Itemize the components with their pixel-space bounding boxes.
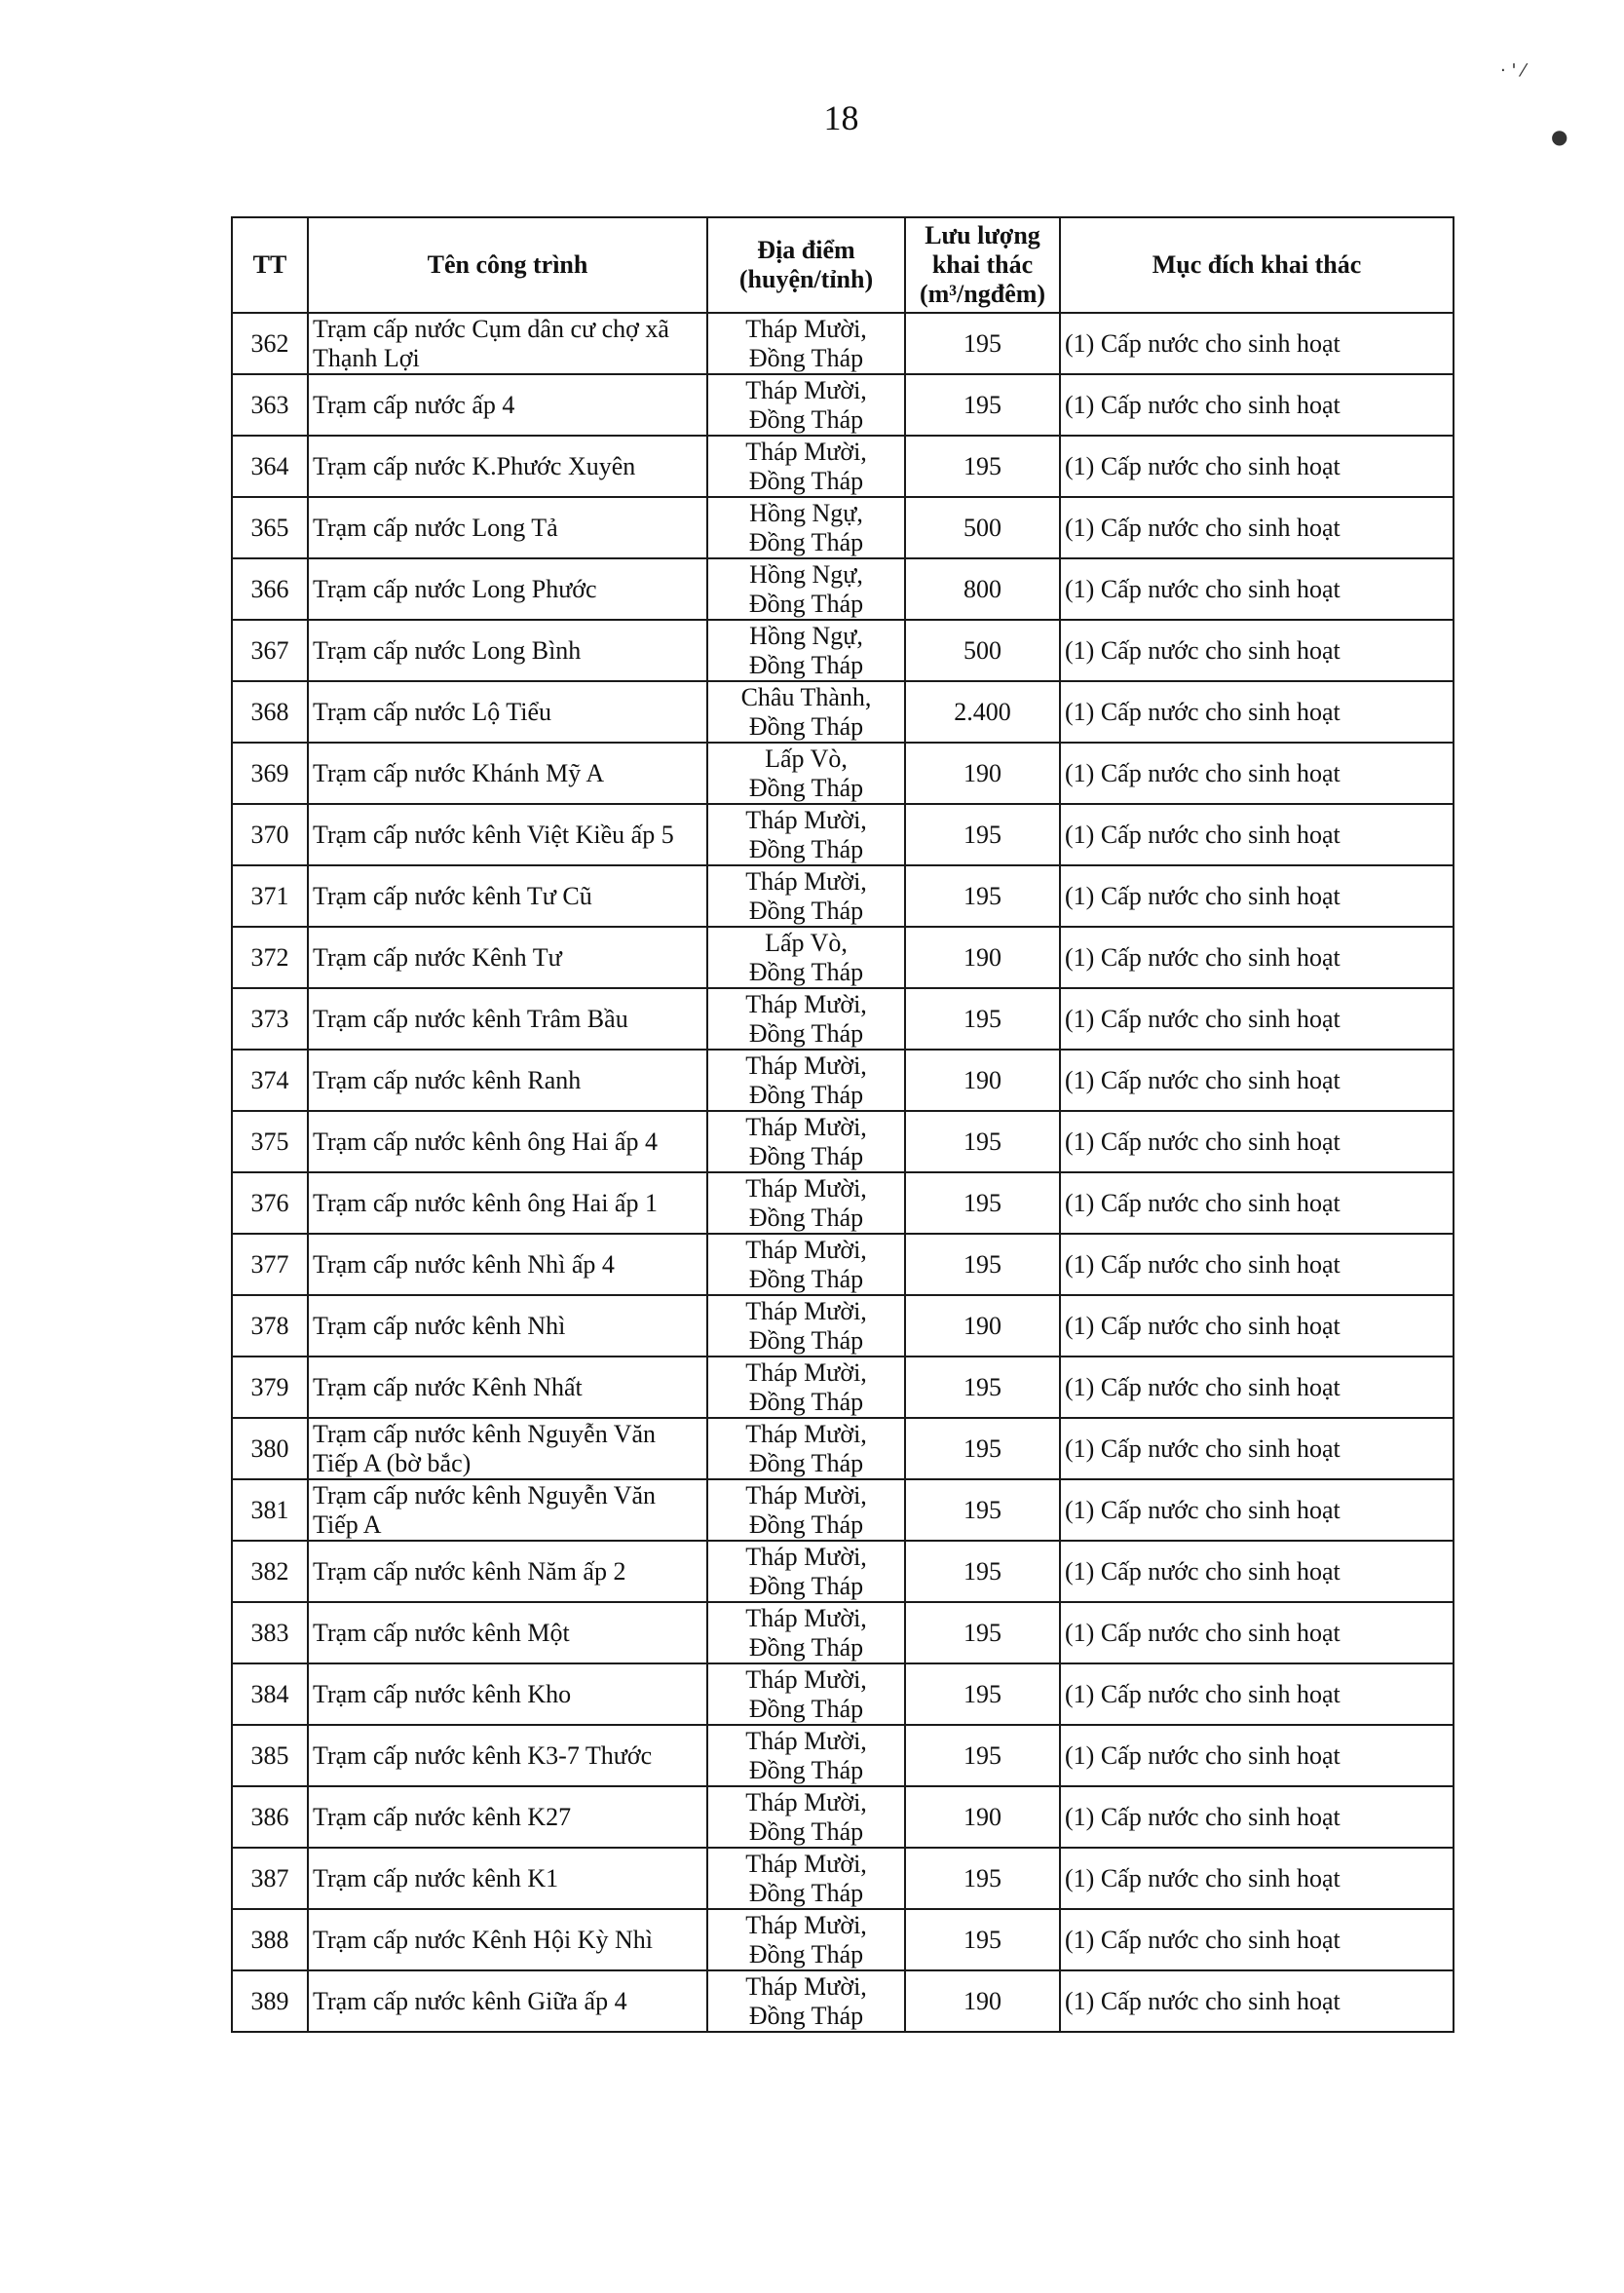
location-line: Hồng Ngự, xyxy=(749,559,863,589)
cell-purpose: (1) Cấp nước cho sinh hoạt xyxy=(1060,988,1454,1050)
cell-location xyxy=(707,1541,905,1602)
water-station-table xyxy=(231,216,1454,2033)
cell-purpose: (1) Cấp nước cho sinh hoạt xyxy=(1060,436,1454,497)
cell-tt: 380 xyxy=(232,1418,308,1479)
table-row xyxy=(232,1418,1454,1479)
cell-name: Trạm cấp nước Long Bình xyxy=(308,620,707,681)
table-row xyxy=(232,1479,1454,1541)
location-line: Tháp Mười, xyxy=(745,1910,867,1939)
cell-name: Trạm cấp nước kênh Nhì xyxy=(308,1295,707,1357)
cell-flow: 190 xyxy=(905,1050,1060,1111)
cell-tt: 368 xyxy=(232,681,308,743)
cell-flow: 195 xyxy=(905,374,1060,436)
cell-tt: 363 xyxy=(232,374,308,436)
table-row xyxy=(232,497,1454,558)
cell-flow: 195 xyxy=(905,1479,1060,1541)
cell-name: Trạm cấp nước kênh K3-7 Thước xyxy=(308,1725,707,1786)
cell-location xyxy=(707,558,905,620)
cell-purpose: (1) Cấp nước cho sinh hoạt xyxy=(1060,804,1454,865)
cell-tt: 362 xyxy=(232,313,308,374)
cell-location xyxy=(707,988,905,1050)
cell-location xyxy=(707,1479,905,1541)
cell-flow: 195 xyxy=(905,313,1060,374)
location-line: Đồng Tháp xyxy=(748,1632,864,1662)
cell-name: Trạm cấp nước kênh Nguyễn Văn Tiếp A xyxy=(308,1479,707,1541)
cell-flow: 190 xyxy=(905,1970,1060,2032)
location-line: Tháp Mười, xyxy=(745,1173,867,1203)
cell-name: Trạm cấp nước kênh Nhì ấp 4 xyxy=(308,1234,707,1295)
cell-flow: 195 xyxy=(905,804,1060,865)
cell-tt: 383 xyxy=(232,1602,308,1663)
cell-flow: 195 xyxy=(905,1663,1060,1725)
table-row xyxy=(232,558,1454,620)
location-line: Đồng Tháp xyxy=(748,2001,864,2030)
location-line: Tháp Mười, xyxy=(745,375,867,404)
cell-location xyxy=(707,1357,905,1418)
location-line: Đồng Tháp xyxy=(748,589,864,618)
cell-location xyxy=(707,681,905,743)
cell-location xyxy=(707,1418,905,1479)
cell-flow: 195 xyxy=(905,1418,1060,1479)
cell-flow: 195 xyxy=(905,1172,1060,1234)
cell-location xyxy=(707,1111,905,1172)
header-purpose: Mục đích khai thác xyxy=(1060,217,1454,313)
cell-name: Trạm cấp nước kênh Việt Kiều ấp 5 xyxy=(308,804,707,865)
cell-tt: 366 xyxy=(232,558,308,620)
cell-flow: 195 xyxy=(905,1111,1060,1172)
cell-tt: 379 xyxy=(232,1357,308,1418)
cell-flow: 190 xyxy=(905,743,1060,804)
cell-tt: 378 xyxy=(232,1295,308,1357)
cell-location xyxy=(707,1172,905,1234)
cell-purpose: (1) Cấp nước cho sinh hoạt xyxy=(1060,1848,1454,1909)
cell-name: Trạm cấp nước kênh Ranh xyxy=(308,1050,707,1111)
location-line: Đồng Tháp xyxy=(748,1448,864,1477)
cell-location xyxy=(707,1848,905,1909)
table-row xyxy=(232,988,1454,1050)
cell-location xyxy=(707,804,905,865)
cell-name: Trạm cấp nước kênh ông Hai ấp 4 xyxy=(308,1111,707,1172)
header-flow-line: khai thác xyxy=(931,250,1034,279)
cell-purpose: (1) Cấp nước cho sinh hoạt xyxy=(1060,1479,1454,1541)
cell-location xyxy=(707,1295,905,1357)
cell-tt: 385 xyxy=(232,1725,308,1786)
table-row xyxy=(232,865,1454,927)
header-location-line: Địa điểm xyxy=(757,236,855,264)
cell-tt: 381 xyxy=(232,1479,308,1541)
header-flow xyxy=(905,217,1060,313)
table-row xyxy=(232,1663,1454,1725)
location-line: Tháp Mười, xyxy=(745,1357,867,1387)
cell-flow: 195 xyxy=(905,1234,1060,1295)
cell-purpose: (1) Cấp nước cho sinh hoạt xyxy=(1060,1050,1454,1111)
location-line: Đồng Tháp xyxy=(748,1939,864,1968)
cell-tt: 364 xyxy=(232,436,308,497)
cell-name: Trạm cấp nước kênh Trâm Bầu xyxy=(308,988,707,1050)
table-row xyxy=(232,620,1454,681)
cell-location xyxy=(707,313,905,374)
cell-purpose: (1) Cấp nước cho sinh hoạt xyxy=(1060,1663,1454,1725)
table-row xyxy=(232,313,1454,374)
location-line: Đồng Tháp xyxy=(748,711,864,741)
location-line: Đồng Tháp xyxy=(748,1080,864,1109)
header-tt: TT xyxy=(232,217,308,313)
cell-purpose: (1) Cấp nước cho sinh hoạt xyxy=(1060,620,1454,681)
table-row xyxy=(232,1172,1454,1234)
cell-purpose: (1) Cấp nước cho sinh hoạt xyxy=(1060,374,1454,436)
table-row xyxy=(232,1111,1454,1172)
location-line: Đồng Tháp xyxy=(748,1816,864,1846)
cell-purpose: (1) Cấp nước cho sinh hoạt xyxy=(1060,1111,1454,1172)
cell-location xyxy=(707,1234,905,1295)
cell-purpose: (1) Cấp nước cho sinh hoạt xyxy=(1060,1602,1454,1663)
cell-location xyxy=(707,620,905,681)
cell-location xyxy=(707,436,905,497)
location-line: Châu Thành, xyxy=(740,682,872,711)
table-row xyxy=(232,681,1454,743)
table-row xyxy=(232,804,1454,865)
table-row xyxy=(232,1786,1454,1848)
cell-purpose: (1) Cấp nước cho sinh hoạt xyxy=(1060,1172,1454,1234)
table-row xyxy=(232,927,1454,988)
cell-name: Trạm cấp nước Lộ Tiểu xyxy=(308,681,707,743)
cell-location xyxy=(707,1602,905,1663)
cell-purpose: (1) Cấp nước cho sinh hoạt xyxy=(1060,1541,1454,1602)
cell-name: Trạm cấp nước kênh Giữa ấp 4 xyxy=(308,1970,707,2032)
location-line: Đồng Tháp xyxy=(748,466,864,495)
cell-name: Trạm cấp nước Long Phước xyxy=(308,558,707,620)
cell-location xyxy=(707,497,905,558)
location-line: Hồng Ngự, xyxy=(749,498,863,527)
cell-location xyxy=(707,1050,905,1111)
header-location xyxy=(707,217,905,313)
cell-location xyxy=(707,374,905,436)
cell-tt: 370 xyxy=(232,804,308,865)
cell-tt: 365 xyxy=(232,497,308,558)
cell-purpose: (1) Cấp nước cho sinh hoạt xyxy=(1060,1234,1454,1295)
location-line: Đồng Tháp xyxy=(748,343,864,372)
cell-flow: 195 xyxy=(905,1357,1060,1418)
location-line: Đồng Tháp xyxy=(748,1878,864,1907)
cell-purpose: (1) Cấp nước cho sinh hoạt xyxy=(1060,1357,1454,1418)
cell-location xyxy=(707,1786,905,1848)
cell-flow: 195 xyxy=(905,436,1060,497)
header-flow-line: Lưu lượng xyxy=(925,221,1040,249)
table-row xyxy=(232,436,1454,497)
cell-name: Trạm cấp nước kênh K1 xyxy=(308,1848,707,1909)
cell-tt: 384 xyxy=(232,1663,308,1725)
cell-location xyxy=(707,865,905,927)
location-line: Đồng Tháp xyxy=(748,1387,864,1416)
location-line: Tháp Mười, xyxy=(745,1296,867,1325)
cell-location xyxy=(707,1909,905,1970)
table-row xyxy=(232,1541,1454,1602)
cell-flow: 195 xyxy=(905,988,1060,1050)
cell-tt: 377 xyxy=(232,1234,308,1295)
cell-name: Trạm cấp nước Kênh Tư xyxy=(308,927,707,988)
cell-name: Trạm cấp nước Cụm dân cư chợ xã Thạnh Lợi xyxy=(308,313,707,374)
cell-flow: 195 xyxy=(905,865,1060,927)
cell-flow: 195 xyxy=(905,1602,1060,1663)
cell-purpose: (1) Cấp nước cho sinh hoạt xyxy=(1060,1295,1454,1357)
cell-flow: 190 xyxy=(905,1295,1060,1357)
cell-purpose: (1) Cấp nước cho sinh hoạt xyxy=(1060,865,1454,927)
location-line: Đồng Tháp xyxy=(748,1203,864,1232)
table-row xyxy=(232,743,1454,804)
cell-purpose: (1) Cấp nước cho sinh hoạt xyxy=(1060,927,1454,988)
table-row xyxy=(232,1970,1454,2032)
location-line: Tháp Mười, xyxy=(745,1603,867,1632)
scan-mark: ● xyxy=(1551,125,1568,148)
page-number: 18 xyxy=(823,98,859,137)
cell-purpose: (1) Cấp nước cho sinh hoạt xyxy=(1060,1909,1454,1970)
cell-tt: 371 xyxy=(232,865,308,927)
cell-name: Trạm cấp nước kênh Nguyễn Văn Tiếp A (bờ bắc) xyxy=(308,1418,707,1479)
location-line: Đồng Tháp xyxy=(748,1510,864,1539)
cell-tt: 376 xyxy=(232,1172,308,1234)
cell-flow: 800 xyxy=(905,558,1060,620)
cell-purpose: (1) Cấp nước cho sinh hoạt xyxy=(1060,1786,1454,1848)
cell-purpose: (1) Cấp nước cho sinh hoạt xyxy=(1060,497,1454,558)
cell-flow: 500 xyxy=(905,497,1060,558)
location-line: Tháp Mười, xyxy=(745,1664,867,1694)
location-line: Đồng Tháp xyxy=(748,527,864,556)
cell-tt: 389 xyxy=(232,1970,308,2032)
location-line: Tháp Mười, xyxy=(745,314,867,343)
cell-name: Trạm cấp nước kênh ông Hai ấp 1 xyxy=(308,1172,707,1234)
cell-tt: 367 xyxy=(232,620,308,681)
location-line: Tháp Mười, xyxy=(745,1542,867,1571)
cell-flow: 195 xyxy=(905,1541,1060,1602)
header-flow-line: (m³/ngđêm) xyxy=(919,280,1046,308)
table-row xyxy=(232,1234,1454,1295)
cell-flow: 195 xyxy=(905,1848,1060,1909)
cell-name: Trạm cấp nước kênh Kho xyxy=(308,1663,707,1725)
cell-flow: 195 xyxy=(905,1909,1060,1970)
cell-name: Trạm cấp nước kênh Tư Cũ xyxy=(308,865,707,927)
location-line: Đồng Tháp xyxy=(748,1264,864,1293)
location-line: Đồng Tháp xyxy=(748,1018,864,1048)
table-header-row xyxy=(232,217,1454,313)
location-line: Tháp Mười, xyxy=(745,1971,867,2001)
cell-tt: 375 xyxy=(232,1111,308,1172)
cell-purpose: (1) Cấp nước cho sinh hoạt xyxy=(1060,743,1454,804)
location-line: Đồng Tháp xyxy=(748,650,864,679)
location-line: Đồng Tháp xyxy=(748,896,864,925)
location-line: Đồng Tháp xyxy=(748,1694,864,1723)
table-row xyxy=(232,1602,1454,1663)
cell-tt: 374 xyxy=(232,1050,308,1111)
cell-flow: 190 xyxy=(905,927,1060,988)
cell-name: Trạm cấp nước kênh K27 xyxy=(308,1786,707,1848)
cell-tt: 386 xyxy=(232,1786,308,1848)
cell-flow: 195 xyxy=(905,1725,1060,1786)
cell-tt: 369 xyxy=(232,743,308,804)
table-row xyxy=(232,1295,1454,1357)
cell-location xyxy=(707,743,905,804)
table-row xyxy=(232,1050,1454,1111)
cell-tt: 382 xyxy=(232,1541,308,1602)
location-line: Tháp Mười, xyxy=(745,1051,867,1080)
table-body xyxy=(232,313,1454,2032)
cell-purpose: (1) Cấp nước cho sinh hoạt xyxy=(1060,1418,1454,1479)
cell-purpose: (1) Cấp nước cho sinh hoạt xyxy=(1060,313,1454,374)
location-line: Đồng Tháp xyxy=(748,834,864,863)
location-line: Tháp Mười, xyxy=(745,1787,867,1816)
location-line: Hồng Ngự, xyxy=(749,621,863,650)
cell-name: Trạm cấp nước Khánh Mỹ A xyxy=(308,743,707,804)
table-row xyxy=(232,1848,1454,1909)
cell-location xyxy=(707,927,905,988)
table-row xyxy=(232,374,1454,436)
cell-name: Trạm cấp nước Long Tả xyxy=(308,497,707,558)
cell-tt: 387 xyxy=(232,1848,308,1909)
location-line: Tháp Mười, xyxy=(745,989,867,1018)
location-line: Đồng Tháp xyxy=(748,404,864,434)
cell-purpose: (1) Cấp nước cho sinh hoạt xyxy=(1060,558,1454,620)
cell-flow: 500 xyxy=(905,620,1060,681)
location-line: Đồng Tháp xyxy=(748,1571,864,1600)
header-name: Tên công trình xyxy=(308,217,707,313)
cell-name: Trạm cấp nước K.Phước Xuyên xyxy=(308,436,707,497)
location-line: Tháp Mười, xyxy=(745,866,867,896)
table-row xyxy=(232,1357,1454,1418)
cell-flow: 2.400 xyxy=(905,681,1060,743)
cell-name: Trạm cấp nước Kênh Hội Kỳ Nhì xyxy=(308,1909,707,1970)
table-row xyxy=(232,1909,1454,1970)
cell-location xyxy=(707,1725,905,1786)
cell-tt: 372 xyxy=(232,927,308,988)
header-location-line: (huyện/tỉnh) xyxy=(738,265,874,293)
location-line: Tháp Mười, xyxy=(745,437,867,466)
location-line: Tháp Mười, xyxy=(745,805,867,834)
location-line: Tháp Mười, xyxy=(745,1419,867,1448)
location-line: Tháp Mười, xyxy=(745,1235,867,1264)
scan-mark: · ' ⁄ xyxy=(1500,60,1526,81)
cell-name: Trạm cấp nước Kênh Nhất xyxy=(308,1357,707,1418)
table-row xyxy=(232,1725,1454,1786)
location-line: Đồng Tháp xyxy=(748,957,864,986)
location-line: Tháp Mười, xyxy=(745,1112,867,1141)
cell-location xyxy=(707,1970,905,2032)
location-line: Đồng Tháp xyxy=(748,1755,864,1784)
location-line: Lấp Vò, xyxy=(765,744,848,773)
location-line: Lấp Vò, xyxy=(765,928,848,957)
location-line: Tháp Mười, xyxy=(745,1480,867,1510)
location-line: Tháp Mười, xyxy=(745,1849,867,1878)
cell-flow: 190 xyxy=(905,1786,1060,1848)
location-line: Đồng Tháp xyxy=(748,773,864,802)
cell-location xyxy=(707,1663,905,1725)
location-line: Tháp Mười, xyxy=(745,1726,867,1755)
location-line: Đồng Tháp xyxy=(748,1325,864,1355)
cell-tt: 388 xyxy=(232,1909,308,1970)
cell-purpose: (1) Cấp nước cho sinh hoạt xyxy=(1060,1725,1454,1786)
cell-purpose: (1) Cấp nước cho sinh hoạt xyxy=(1060,681,1454,743)
location-line: Đồng Tháp xyxy=(748,1141,864,1170)
cell-name: Trạm cấp nước ấp 4 xyxy=(308,374,707,436)
cell-name: Trạm cấp nước kênh Năm ấp 2 xyxy=(308,1541,707,1602)
cell-name: Trạm cấp nước kênh Một xyxy=(308,1602,707,1663)
cell-purpose: (1) Cấp nước cho sinh hoạt xyxy=(1060,1970,1454,2032)
cell-tt: 373 xyxy=(232,988,308,1050)
